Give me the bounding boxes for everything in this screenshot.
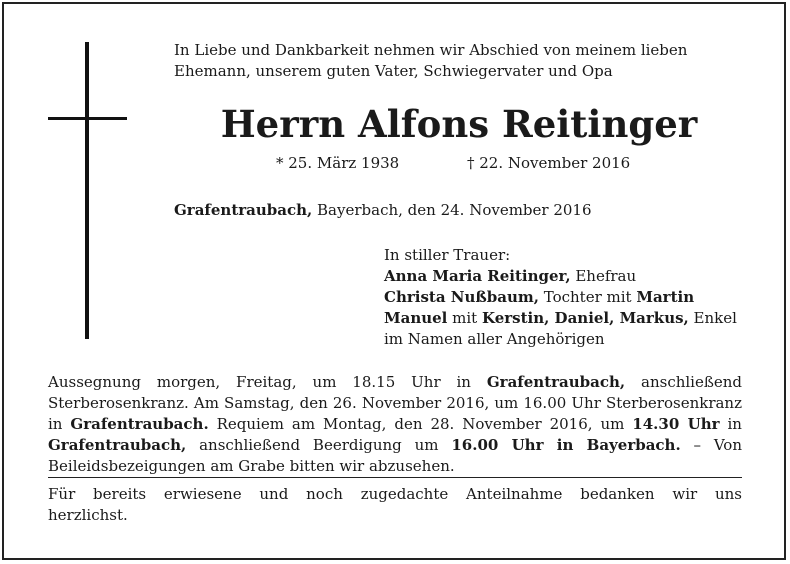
- notice-text: in: [719, 415, 742, 433]
- mourner-role: Ehefrau: [570, 267, 637, 285]
- divider: [48, 477, 742, 478]
- mourner-line: [384, 308, 764, 329]
- mourners-heading: In stiller Trauer:: [384, 246, 511, 264]
- mourner-name: Kerstin, Daniel, Markus,: [481, 309, 689, 327]
- notice-bold: Grafentraubach.: [70, 415, 209, 433]
- mourner-name: Martin: [636, 288, 695, 306]
- mourner-name: Christa Nußbaum,: [384, 288, 539, 306]
- thanks-line-2: herzlichst.: [48, 506, 128, 524]
- mourner-role: Tochter mit: [538, 288, 637, 306]
- notice-bold: 16.00 Uhr in Bayerbach.: [451, 436, 681, 454]
- mourner-line: [384, 266, 764, 287]
- place-date-line: [174, 200, 592, 220]
- notice-text: – Von Beileidsbezeigungen am Grabe bitten wir abzusehen.: [48, 436, 742, 475]
- deceased-name: Herrn Alfons Reitinger: [220, 102, 698, 146]
- mourners-block: [384, 245, 764, 350]
- notice-bold: Grafentraubach,: [486, 373, 626, 391]
- intro-line-2: Ehemann, unserem guten Vater, Schwiegervater und Opa: [174, 62, 613, 80]
- notice-text: Aussegnung morgen, Freitag, um 18.15 Uhr in: [48, 373, 487, 391]
- intro-text: [174, 40, 764, 82]
- mourner-role: Enkel: [688, 309, 737, 327]
- birth-date: * 25. März 1938: [276, 154, 400, 172]
- notice-bold: 14.30 Uhr: [632, 415, 720, 433]
- cross-icon: [85, 42, 89, 339]
- mourner-name: Anna Maria Reitinger,: [384, 267, 571, 285]
- funeral-notice: [48, 372, 742, 477]
- intro-line-1: In Liebe und Dankbarkeit nehmen wir Abschied von meinem lieben: [174, 41, 688, 59]
- mourner-name: Manuel: [384, 309, 448, 327]
- thanks-line-1: Für bereits erwiesene und noch zugedachte Anteilnahme bedanken wir uns: [48, 485, 742, 503]
- notice-text: anschließend Beerdigung um: [186, 436, 452, 454]
- place-date-rest: Bayerbach, den 24. November 2016: [312, 201, 592, 219]
- mourner-role: mit: [447, 309, 482, 327]
- thanks-text: [48, 484, 742, 526]
- death-date: † 22. November 2016: [467, 154, 631, 172]
- notice-text: Requiem am Montag, den 28. November 2016, um: [208, 415, 633, 433]
- mourners-closing: im Namen aller Angehörigen: [384, 330, 605, 348]
- notice-text: anschließend Sterberosenkranz. Am Samstag, den 26. November 2016, um 16.00 Uhr Sterberosenkranz in: [48, 373, 743, 433]
- place-name: Grafentraubach,: [174, 201, 313, 219]
- mourner-line: [384, 287, 764, 308]
- notice-bold: Grafentraubach,: [48, 436, 187, 454]
